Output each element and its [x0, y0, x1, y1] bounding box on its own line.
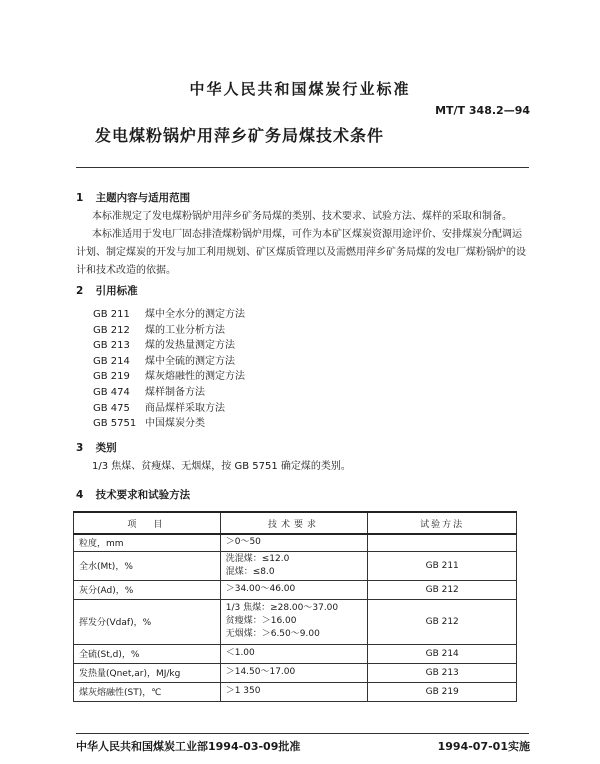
requirement-line: 洗混煤：≤12.0 — [225, 553, 290, 564]
section-title: 主题内容与适用范围 — [95, 192, 191, 204]
method-cell — [368, 534, 517, 551]
item-cell: 发热量(Qnet,ar)，MJ/kg — [74, 663, 221, 682]
reference-code: GB 5751 — [93, 418, 137, 430]
requirement-cell — [220, 534, 368, 551]
method-cell: GB 213 — [368, 663, 517, 682]
requirement-cell — [220, 682, 368, 701]
reference-name: 煤的工业分析方法 — [145, 324, 225, 336]
reference-item — [93, 352, 245, 368]
reference-code: GB 474 — [93, 386, 130, 398]
reference-name: 商品煤样采取方法 — [145, 402, 225, 414]
reference-item — [93, 414, 245, 430]
section-title: 类别 — [95, 442, 117, 454]
reference-item — [93, 321, 245, 337]
reference-name: 煤样制备方法 — [145, 386, 205, 398]
section-1-heading — [76, 190, 190, 205]
requirement-line: 无烟煤：＞6.50～9.00 — [225, 629, 320, 639]
reference-name: 煤的发热量测定方法 — [145, 340, 235, 352]
reference-item — [93, 399, 245, 415]
section-3-heading — [76, 440, 117, 455]
table-header-row — [74, 512, 517, 534]
column-header-requirement: 技术要求 — [220, 512, 368, 534]
section-1-paragraph-1: 本标准规定了发电煤粉锅炉用萍乡矿务局煤的类别、技术要求、试验方法、煤样的采取和制备。 — [92, 211, 512, 222]
requirement-cell — [220, 599, 368, 644]
section-title: 技术要求和试验方法 — [95, 489, 191, 501]
reference-code: GB 214 — [93, 355, 130, 367]
column-header-method: 试验方法 — [368, 512, 517, 534]
reference-code: GB 213 — [93, 340, 130, 352]
requirement-line: ＞14.50～17.00 — [225, 667, 296, 677]
item-cell: 全硫(St,d)，% — [74, 644, 221, 663]
standard-code: MT/T 348.2—94 — [435, 104, 530, 117]
method-cell: GB 212 — [368, 599, 517, 644]
table-row — [74, 551, 517, 580]
requirement-line: ＞0～50 — [225, 537, 261, 548]
section-number: 4 — [76, 489, 84, 501]
section-3-paragraph: 1/3 焦煤、贫瘦煤、无烟煤，按 GB 5751 确定煤的类别。 — [92, 461, 351, 472]
method-cell: GB 211 — [368, 551, 517, 580]
column-header-item: 项 目 — [74, 512, 221, 534]
top-divider — [76, 167, 529, 168]
item-cell: 煤灰熔融性(ST)，℃ — [74, 682, 221, 701]
reference-name: 煤灰熔融性的测定方法 — [145, 371, 245, 383]
item-cell: 粒度，mm — [74, 534, 221, 551]
table-row — [74, 534, 517, 551]
reference-item — [93, 367, 245, 383]
technical-requirements-table — [73, 511, 517, 702]
item-cell: 挥发分(Vdaf)，% — [74, 599, 221, 644]
section-2-heading — [76, 283, 138, 298]
item-cell: 灰分(Ad)，% — [74, 580, 221, 599]
reference-item — [93, 336, 245, 352]
method-cell: GB 212 — [368, 580, 517, 599]
reference-item — [93, 305, 245, 321]
method-cell: GB 219 — [368, 682, 517, 701]
implementation-date: 1994-07-01实施 — [437, 740, 530, 753]
requirement-line: 1/3 焦煤：≥28.00～37.00 — [225, 603, 339, 613]
reference-code: GB 219 — [93, 371, 130, 383]
table-row — [74, 599, 517, 644]
table-row — [74, 644, 517, 663]
requirement-line: ＞34.00～46.00 — [225, 584, 296, 594]
table-row — [74, 663, 517, 682]
reference-name: 煤中全水分的测定方法 — [145, 309, 245, 320]
section-number: 2 — [76, 285, 84, 297]
requirement-cell — [220, 551, 368, 580]
section-4-heading — [76, 487, 190, 502]
requirement-line: ＜1.00 — [225, 648, 255, 658]
requirement-line: 混煤：≤8.0 — [225, 566, 275, 577]
section-1-paragraph-2: 本标准适用于发电厂固态排渣煤粉锅炉用煤，可作为本矿区煤炭资源用途评价、安排煤炭分配调运计划、制定煤炭的开发与加工利用规划、矿区煤质管理以及需燃用萍乡矿务局煤的发电厂煤粉锅炉的设计和技术改造的依据。 — [76, 229, 526, 276]
section-number: 3 — [76, 442, 84, 454]
requirement-cell — [220, 663, 368, 682]
method-cell: GB 214 — [368, 644, 517, 663]
reference-code: GB 212 — [93, 324, 130, 336]
document-title: 发电煤粉锅炉用萍乡矿务局煤技术条件 — [95, 126, 385, 145]
bottom-divider — [76, 733, 529, 734]
approval-note: 中华人民共和国煤炭工业部1994-03-09批准 — [76, 740, 301, 753]
table-row — [74, 682, 517, 701]
reference-list — [93, 305, 245, 430]
requirement-cell — [220, 580, 368, 599]
reference-code: GB 475 — [93, 402, 130, 414]
reference-item — [93, 383, 245, 399]
table-row — [74, 580, 517, 599]
reference-name: 煤中全硫的测定方法 — [145, 355, 235, 367]
requirement-cell — [220, 644, 368, 663]
section-title: 引用标准 — [95, 285, 138, 297]
section-number: 1 — [76, 192, 84, 204]
reference-name: 中国煤炭分类 — [145, 418, 205, 430]
item-cell: 全水(Mt)，% — [74, 551, 221, 580]
issuer-heading: 中华人民共和国煤炭行业标准 — [189, 80, 411, 98]
requirement-line: ＞1 350 — [225, 686, 261, 696]
reference-code: GB 211 — [93, 309, 130, 320]
requirement-line: 贫瘦煤：＞16.00 — [225, 616, 297, 626]
